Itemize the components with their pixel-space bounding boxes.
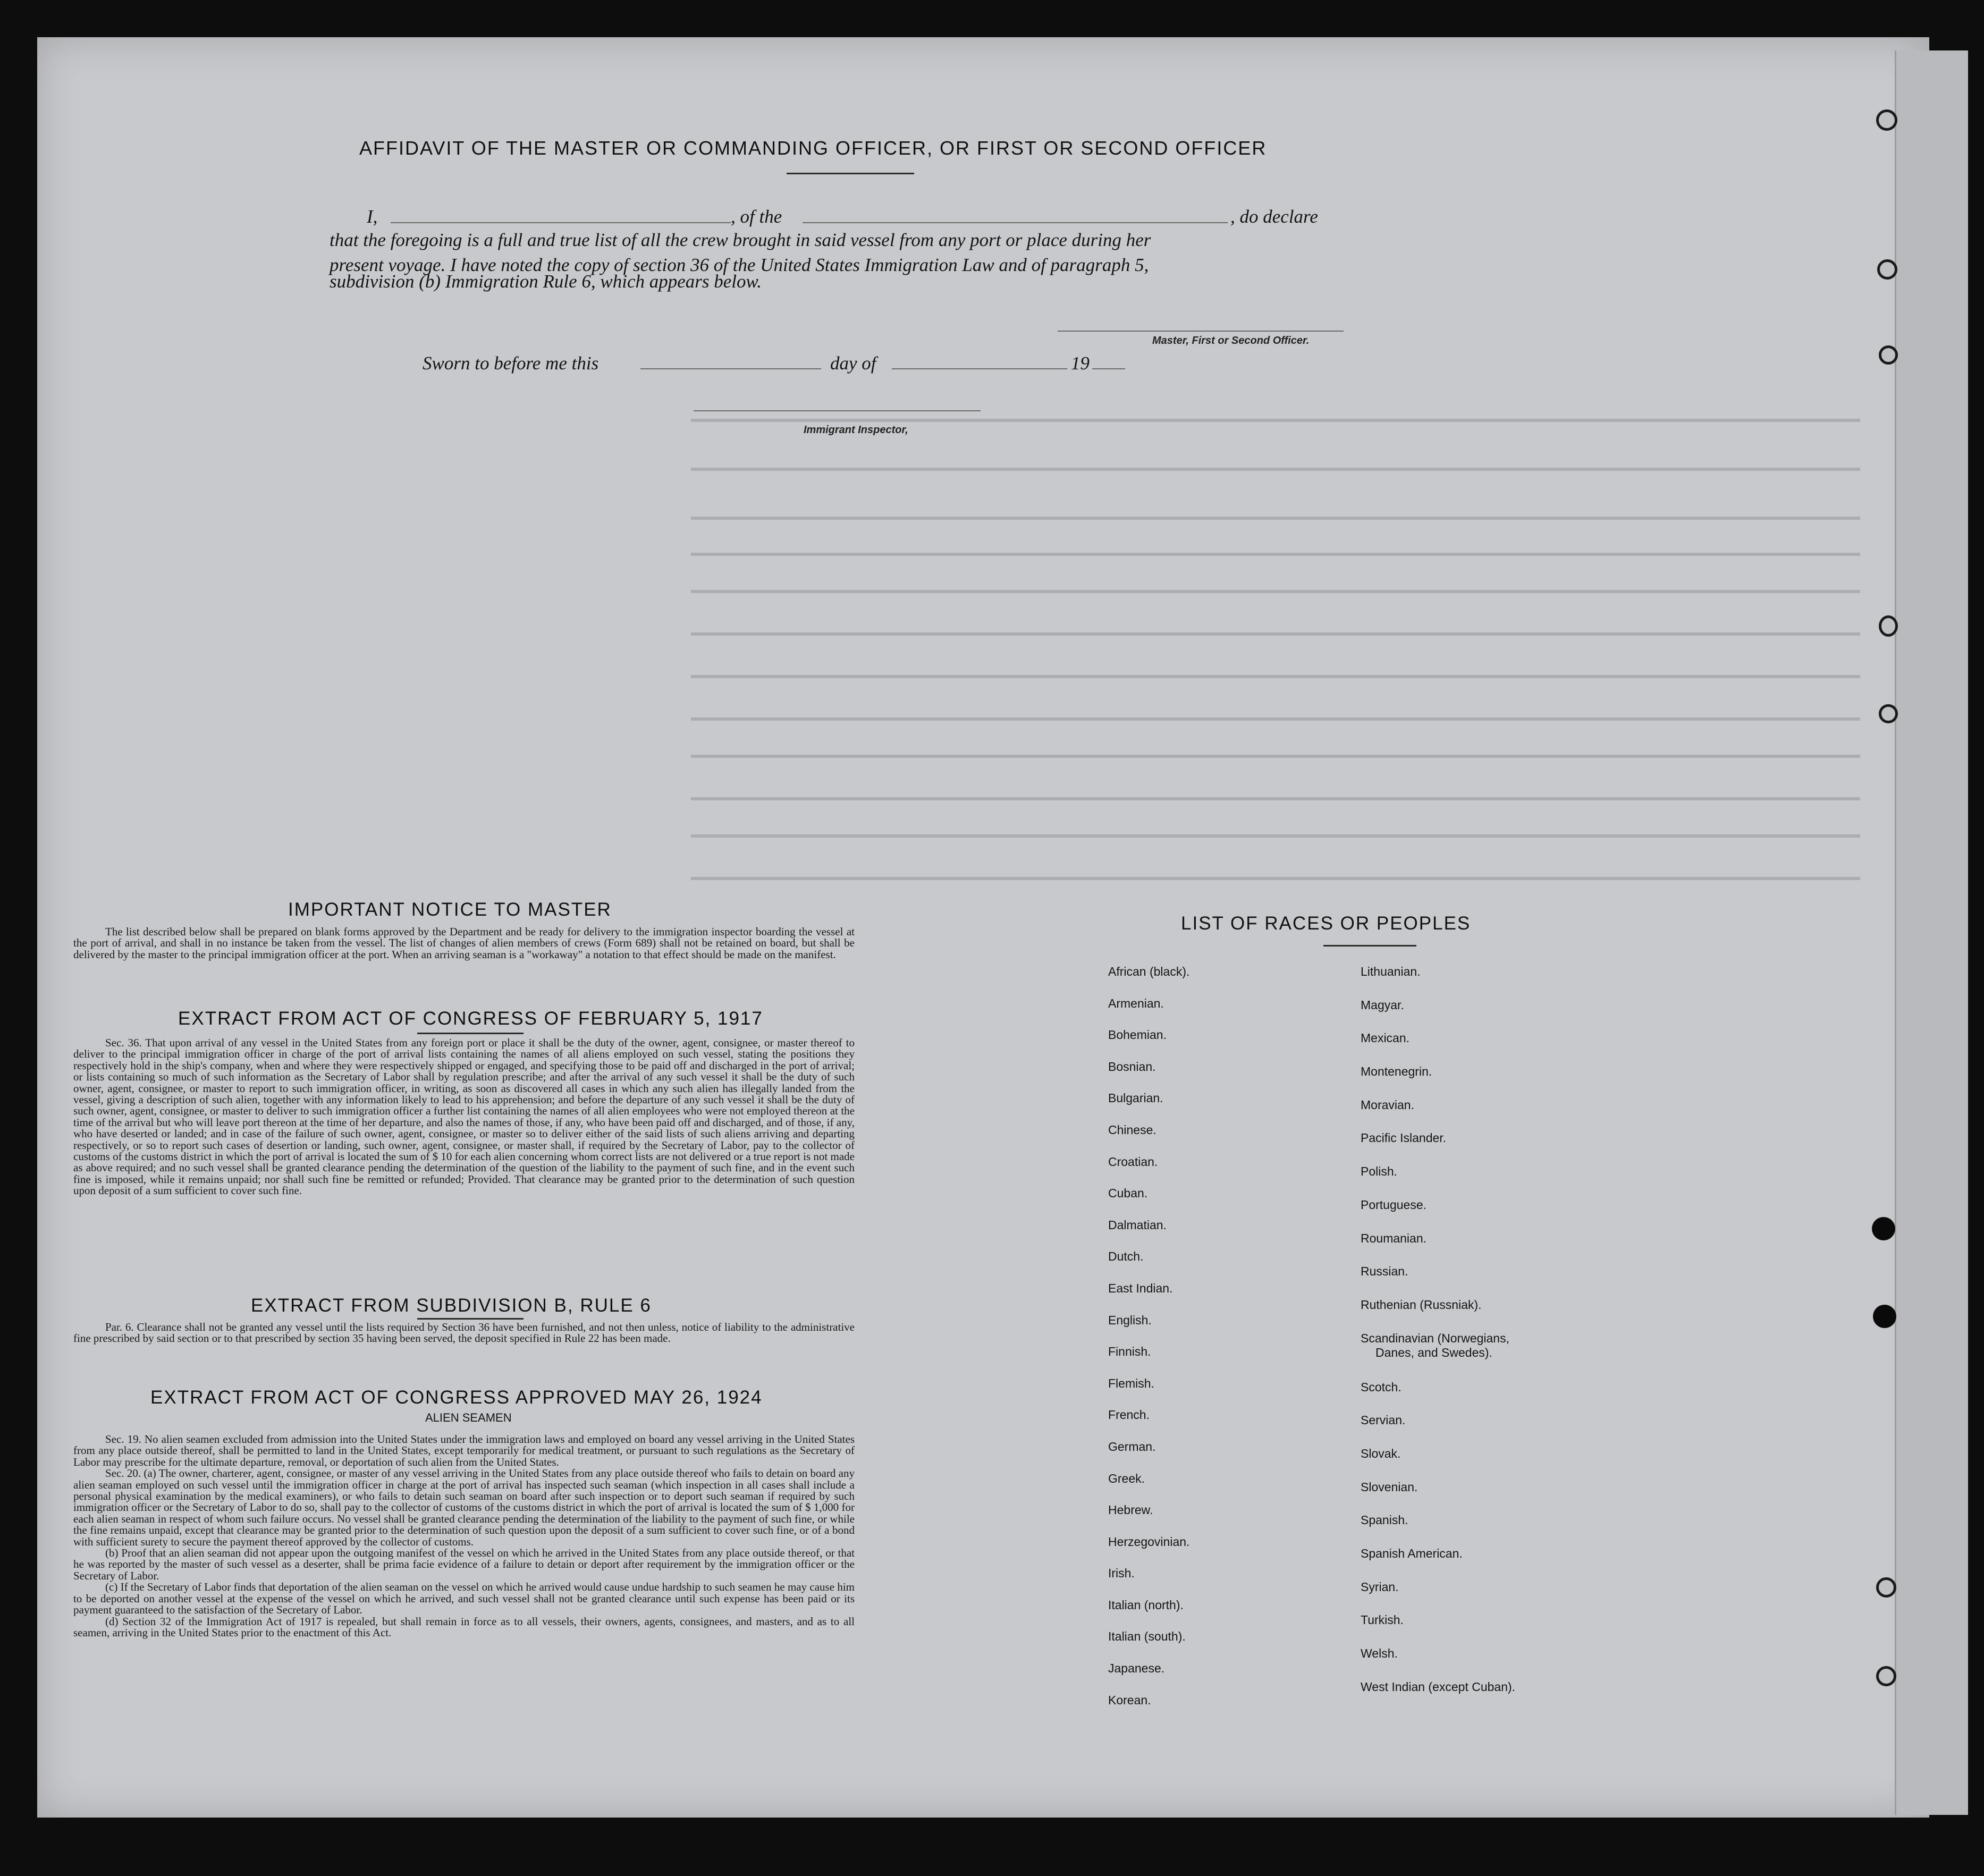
notice-text: The list described below shall be prepared on blank forms approved by the Department and be ready for delivery to the immigration inspector boarding the vessel at the port of arrival, and shall in no instance be taken from the vessel. The list of changes of alien members of crews (Form 689) shall not be retained on board, but shall be delivered by the master to the principal immigration officer at the port. When an arriving seaman is a "workaway" a notation to that effect should be made on the manifest.: [73, 925, 855, 961]
race-item: Ruthenian (Russniak).: [1361, 1297, 1482, 1312]
race-item: Korean.: [1108, 1693, 1151, 1707]
binder-hole-icon: [1876, 1666, 1896, 1686]
vessel-blank[interactable]: [803, 222, 1228, 223]
extract-1924-title: EXTRACT FROM ACT OF CONGRESS APPROVED MAY 26, 1924: [150, 1387, 763, 1408]
year-blank[interactable]: [1092, 368, 1125, 369]
master-label: Master, First or Second Officer.: [1152, 335, 1310, 347]
affidavit-title: AFFIDAVIT OF THE MASTER OR COMMANDING OFFICER, OR FIRST OR SECOND OFFICER: [359, 137, 1267, 159]
race-item: Dalmatian.: [1108, 1218, 1167, 1232]
race-item: Herzegovinian.: [1108, 1534, 1190, 1549]
extract-1917-text: Sec. 36. That upon arrival of any vessel in the United States from any foreign port or place it shall be the duty of the owner, agent, consignee, or master thereof to deliver to the principal immigration officer in charge of the port of arrival lists containing the names of all aliens employed on such vessel, stating the positions they respectively hold in the ship's company, when and where they were respectively shipped or engaged, and specifying those to be paid off and discharged in the port of arrival; or lists containing so much of such information as the Secretary of Labor shall by regulation prescribe; and after the arrival of any such vessel it shall be the duty of such owner, agent, consignee, or master to report to such immigration officer, in writing, as soon as discovered all cases in which any such alien has illegally landed from the vessel, giving a description of such alien, together with any information likely to lead to his apprehension; and before the departure of any such vessel it shall be the duty of such owner, agent, consignee, or master to deliver to such immigration officer a further list containing the names of all alien employees who were not employed thereon at the time of the arrival but who will leave port thereon at the time of her departure, and also the names of those, if any, who have been paid off and discharged, and of those, if any, who have deserted or landed; and in case of the failure of such owner, agent, consignee, or master so to deliver either of the said lists of such aliens arriving and departing respectively, or so to report such cases of desertion or landing, such owner, agent, consignee, or master shall, if required by the Secretary of Labor, pay to the collector of customs of the customs district in which the port of arrival is located the sum of $ 10 for each alien concerning whom correct lists are not delivered or a true report is not made as above required; and no such vessel shall be granted clearance pending the determination of the question of the liability to the payment of such fine, and in the event such fine is imposed, while it remains unpaid; nor shall such fine be remitted or refunded; Provided. That clearance may be granted prior to the determination of such question upon deposit of a sum sufficient to cover such fine.: [73, 1036, 855, 1197]
race-item: Finnish.: [1108, 1345, 1151, 1359]
sec-20a-text: Sec. 20. (a) The owner, charterer, agent, consignee, or master of any vessel arriving in the United States from any place outside thereof who fails to detain on board any alien seaman employed on such vessel until the immigration officer in charge at the port of arrival has inspected such seaman (which inspection in all cases shall include a personal physical examination by the medical examiners), or who fails to detain such seaman on board after such inspection or to deport such seaman if required by such immigration officer or the Secretary of Labor to do so, shall pay to the collector of customs of the customs district in which the port of arrival is located the sum of $ 1,000 for each alien seaman in respect of whom such failure occurs. No vessel shall be granted clearance pending the determination of the liability to the payment of such fine, or while the fine remains unpaid, except that clearance may be granted prior to the determination of such question upon the deposit of a sum sufficient to cover such fine, or of a bond with sufficient surety to secure the payment thereof approved by the collector of customs.: [73, 1467, 855, 1548]
race-item: Slovenian.: [1361, 1480, 1418, 1494]
race-item: Polish.: [1361, 1164, 1398, 1179]
alien-seamen-subtitle: ALIEN SEAMEN: [425, 1411, 512, 1424]
binder-hole-icon: [1873, 1305, 1896, 1328]
race-item: English.: [1108, 1313, 1152, 1327]
race-item: Bosnian.: [1108, 1059, 1156, 1074]
race-item: African (black).: [1108, 965, 1190, 978]
race-item: Irish.: [1108, 1566, 1135, 1581]
race-item: Scandinavian (Norwegians,: [1361, 1331, 1509, 1345]
race-item: Portuguese.: [1361, 1197, 1427, 1212]
sec-20c-text: (c) If the Secretary of Labor finds that deportation of the alien seaman on the vessel on which he arrived would cause undue hardship to such seamen he may cause him to be deported on another vessel at the expense of the vessel on which he arrived, and such vessel shall not be granted clearance until such expense has been paid or its payment guaranteed to the satisfaction of the Secretary of Labor.: [73, 1581, 855, 1617]
rule-6-rule: [417, 1318, 524, 1320]
race-item: Croatian.: [1108, 1154, 1158, 1169]
sec-20d-text: (d) Section 32 of the Immigration Act of 1917 is repealed, but shall remain in force as to all vessels, their owners, agents, consignees, and masters, and as to all seamen, arriving in the United States prior to the enactment of this Act.: [73, 1615, 855, 1639]
month-blank[interactable]: [892, 368, 1067, 369]
race-item: West Indian (except Cuban).: [1361, 1679, 1516, 1694]
binder-hole-icon: [1877, 259, 1897, 280]
race-item: Mexican.: [1361, 1031, 1410, 1045]
races-title: LIST OF RACES OR PEOPLES: [1181, 913, 1471, 934]
extract-1917-title: EXTRACT FROM ACT OF CONGRESS OF FEBRUARY 5, 1917: [178, 1008, 763, 1029]
race-item: Armenian.: [1108, 996, 1164, 1010]
race-item: French.: [1108, 1408, 1150, 1422]
race-item: East Indian.: [1108, 1281, 1173, 1295]
name-blank[interactable]: [391, 222, 731, 223]
master-signature-line[interactable]: [1058, 331, 1344, 332]
race-item: Magyar.: [1361, 998, 1404, 1012]
race-item-scandinavian: [1361, 1331, 1515, 1380]
notice-title: IMPORTANT NOTICE TO MASTER: [288, 899, 612, 920]
binder-hole-icon: [1879, 345, 1898, 365]
affidavit-of-the: , of the: [731, 206, 782, 227]
sec-19-text: Sec. 19. No alien seamen excluded from admission into the United States under the immigration laws and employed on board any vessel arriving in the United States from any place outside thereof, shall be permitted to land in the United States, except temporarily for medical treatment, or pursuant to such regulations as the Secretary of Labor may prescribe for the ultimate departure, removal, or deportation of such alien from the United States.: [73, 1433, 855, 1468]
race-item: Spanish American.: [1361, 1547, 1463, 1560]
binder-hole-icon: [1876, 109, 1897, 131]
race-item: Spanish.: [1361, 1513, 1408, 1527]
race-item: Chinese.: [1108, 1122, 1156, 1137]
page-edge: [1895, 50, 1968, 1815]
race-item: Bulgarian.: [1108, 1091, 1163, 1105]
race-item: Turkish.: [1361, 1613, 1404, 1627]
race-item: Pacific Islander.: [1361, 1131, 1447, 1145]
race-item: Cuban.: [1108, 1186, 1148, 1201]
races-title-rule: [1323, 945, 1416, 947]
sec-20b-text: (b) Proof that an alien seaman did not appear upon the outgoing manifest of the vessel on which he arrived in the United States from any place outside thereof, or that he was reported by the master of such vessel as a deserter, shall be prima facie evidence of a failure to detain or deport after requirement by the immigration officer or the Secretary of Labor.: [73, 1547, 855, 1582]
extract-1917-rule: [417, 1033, 524, 1034]
race-item-continued: Danes, and Swedes).: [1375, 1345, 1492, 1359]
race-item: German.: [1108, 1439, 1156, 1454]
race-item: Welsh.: [1361, 1646, 1398, 1661]
sworn-text: Sworn to before me this: [423, 353, 599, 374]
race-item: Slovak.: [1361, 1446, 1401, 1460]
race-item: Italian (south).: [1108, 1629, 1186, 1644]
race-item: Japanese.: [1108, 1661, 1165, 1676]
race-item: Moravian.: [1361, 1097, 1414, 1112]
race-item: Italian (north).: [1108, 1598, 1184, 1612]
inspector-label: Immigrant Inspector,: [804, 424, 908, 436]
binder-hole-icon: [1879, 704, 1898, 723]
year-prefix: 19: [1071, 353, 1090, 374]
day-blank[interactable]: [640, 368, 821, 369]
race-item: Bohemian.: [1108, 1028, 1167, 1042]
affidavit-line-4: subdivision (b) Immigration Rule 6, which appears below.: [330, 271, 762, 292]
binder-hole-icon: [1872, 1217, 1895, 1240]
races-right-column: [1361, 965, 1515, 1713]
affidavit-do-declare: , do declare: [1230, 206, 1318, 227]
inspector-signature-line[interactable]: [694, 410, 981, 411]
races-left-column: [1108, 965, 1189, 1725]
affidavit-line-3: present voyage. I have noted the copy of section 36 of the United States Immigration Law and of paragraph 5,: [330, 255, 1149, 275]
race-item: Lithuanian.: [1361, 965, 1421, 978]
race-item: Scotch.: [1361, 1380, 1402, 1394]
race-item: Dutch.: [1108, 1249, 1144, 1264]
race-item: Syrian.: [1361, 1579, 1399, 1594]
affidavit-title-rule: [787, 173, 914, 174]
race-item: Hebrew.: [1108, 1503, 1153, 1517]
binder-hole-icon: [1876, 1577, 1896, 1598]
race-item: Flemish.: [1108, 1376, 1154, 1390]
affidavit-line-i: I,: [367, 206, 378, 227]
binder-hole-icon: [1879, 615, 1898, 637]
race-item: Russian.: [1361, 1264, 1408, 1279]
race-item: Servian.: [1361, 1413, 1406, 1427]
race-item: Greek.: [1108, 1471, 1145, 1485]
rule-6-text: Par. 6. Clearance shall not be granted any vessel until the lists required by Section 36 have been furnished, and not then unless, notice of liability to the administrative fine prescribed by said section or to that prescribed by section 35 having been served, the deposit specified in Rule 22 has been made.: [73, 1321, 855, 1345]
day-of-text: day of: [830, 353, 876, 374]
race-item: Roumanian.: [1361, 1231, 1427, 1245]
race-item: Montenegrin.: [1361, 1064, 1432, 1079]
affidavit-line-2: that the foregoing is a full and true list of all the crew brought in said vessel from any port or place during her: [330, 230, 1151, 250]
rule-6-title: EXTRACT FROM SUBDIVISION B, RULE 6: [251, 1295, 652, 1316]
